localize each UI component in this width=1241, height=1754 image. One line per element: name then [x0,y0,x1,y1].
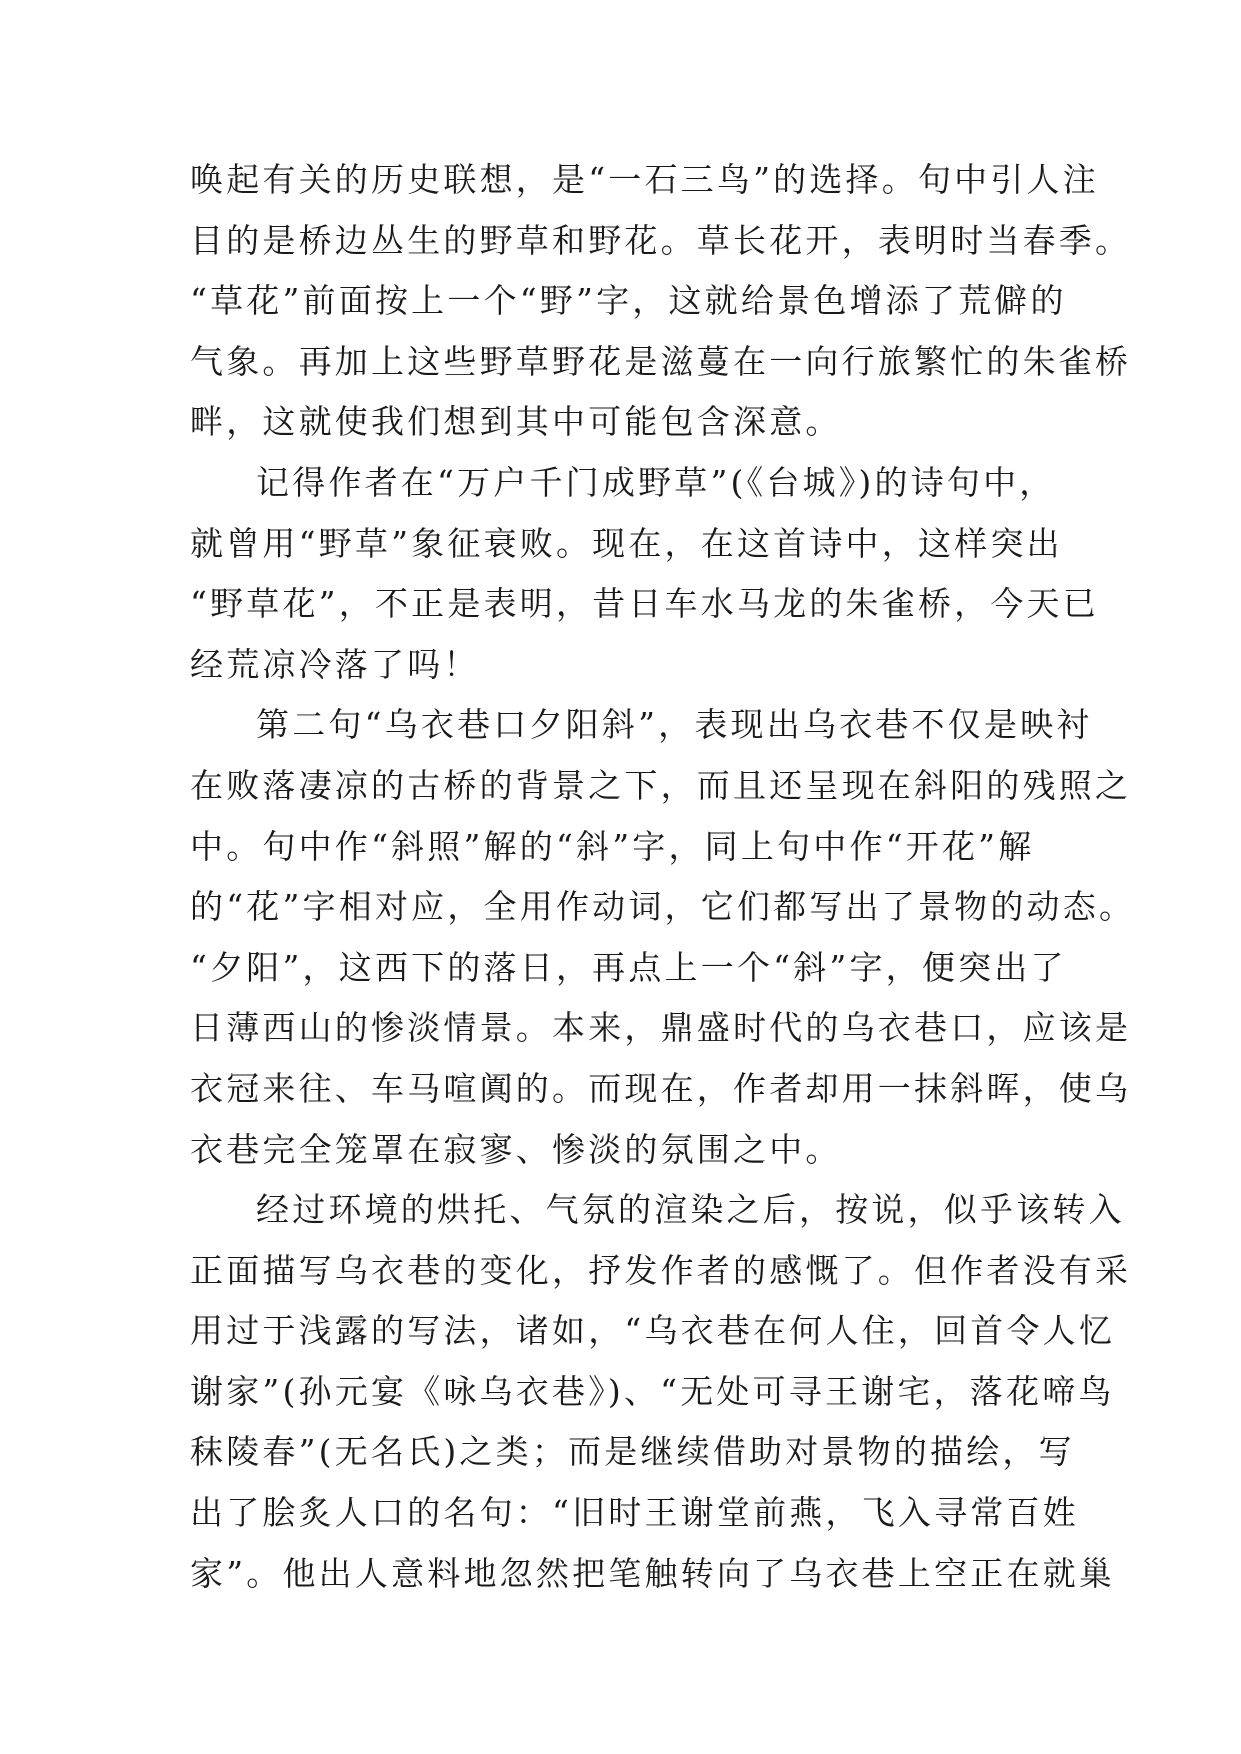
text-line: 唤起有关的历史联想，是“一石三鸟”的选择。句中引人注 [190,160,1099,199]
text-line: 出了脍炙人口的名句：“旧时王谢堂前燕，飞入寻常百姓 [190,1493,1079,1533]
text-line: 记得作者在“万户千门成野草”(《台城》)的诗句中， [256,462,1056,502]
document-body [190,150,1136,1604]
text-line: 就曾用“野草”象征衰败。现在，在这首诗中，这样突出 [190,523,1063,563]
text-line: 日薄西山的惨淡情景。本来，鼎盛时代的乌衣巷口，应该是 [190,1008,1132,1048]
paragraph [190,695,1136,1180]
paragraph [190,453,1099,695]
text-line: 谢家”(孙元宴《咏乌衣巷》)、“无处可寻王谢宅，落花啼鸟 [190,1371,1115,1411]
text-line: 家”。他出人意料地忽然把笔触转向了乌衣巷上空正在就巢 [190,1553,1116,1593]
text-line: “夕阳”，这西下的落日，再点上一个“斜”字，便突出了 [190,947,1067,987]
text-line: 的“花”字相对应，全用作动词，它们都写出了景物的动态。 [190,887,1136,927]
text-line: 秣陵春”(无名氏)之类；而是继续借助对景物的描绘，写 [190,1432,1075,1472]
text-line: 经荒凉冷落了吗！ [190,644,480,684]
paragraph [190,150,1132,453]
text-line: 用过于浅露的写法，诸如，“乌衣巷在何人住，回首令人忆 [190,1311,1116,1351]
text-line: 衣冠来往、车马喧阗的。而现在，作者却用一抹斜晖，使乌 [190,1068,1132,1108]
text-line: 在败落凄凉的古桥的背景之下，而且还呈现在斜阳的残照之 [190,765,1132,805]
text-line: 正面描写乌衣巷的变化，抒发作者的感慨了。但作者没有采 [190,1250,1132,1290]
paragraph [190,1180,1132,1604]
text-line: 畔，这就使我们想到其中可能包含深意。 [190,402,842,442]
text-line: “草花”前面按上一个“野”字，这就给景色增添了荒僻的 [190,281,1067,321]
text-line: 经过环境的烘托、气氛的渲染之后，按说，似乎该转入 [256,1190,1125,1230]
text-line: 第二句“乌衣巷口夕阳斜”，表现出乌衣巷不仅是映衬 [256,705,1093,745]
text-line: 中。句中作“斜照”解的“斜”字，同上句中作“开花”解 [190,826,1035,866]
text-line: 衣巷完全笼罩在寂寥、惨淡的氛围之中。 [190,1129,842,1169]
text-line: “野草花”，不正是表明，昔日车水马龙的朱雀桥，今天已 [190,584,1099,624]
text-line: 气象。再加上这些野草野花是滋蔓在一向行旅繁忙的朱雀桥 [190,341,1132,381]
text-line: 目的是桥边丛生的野草和野花。草长花开，表明时当春季。 [190,220,1132,260]
